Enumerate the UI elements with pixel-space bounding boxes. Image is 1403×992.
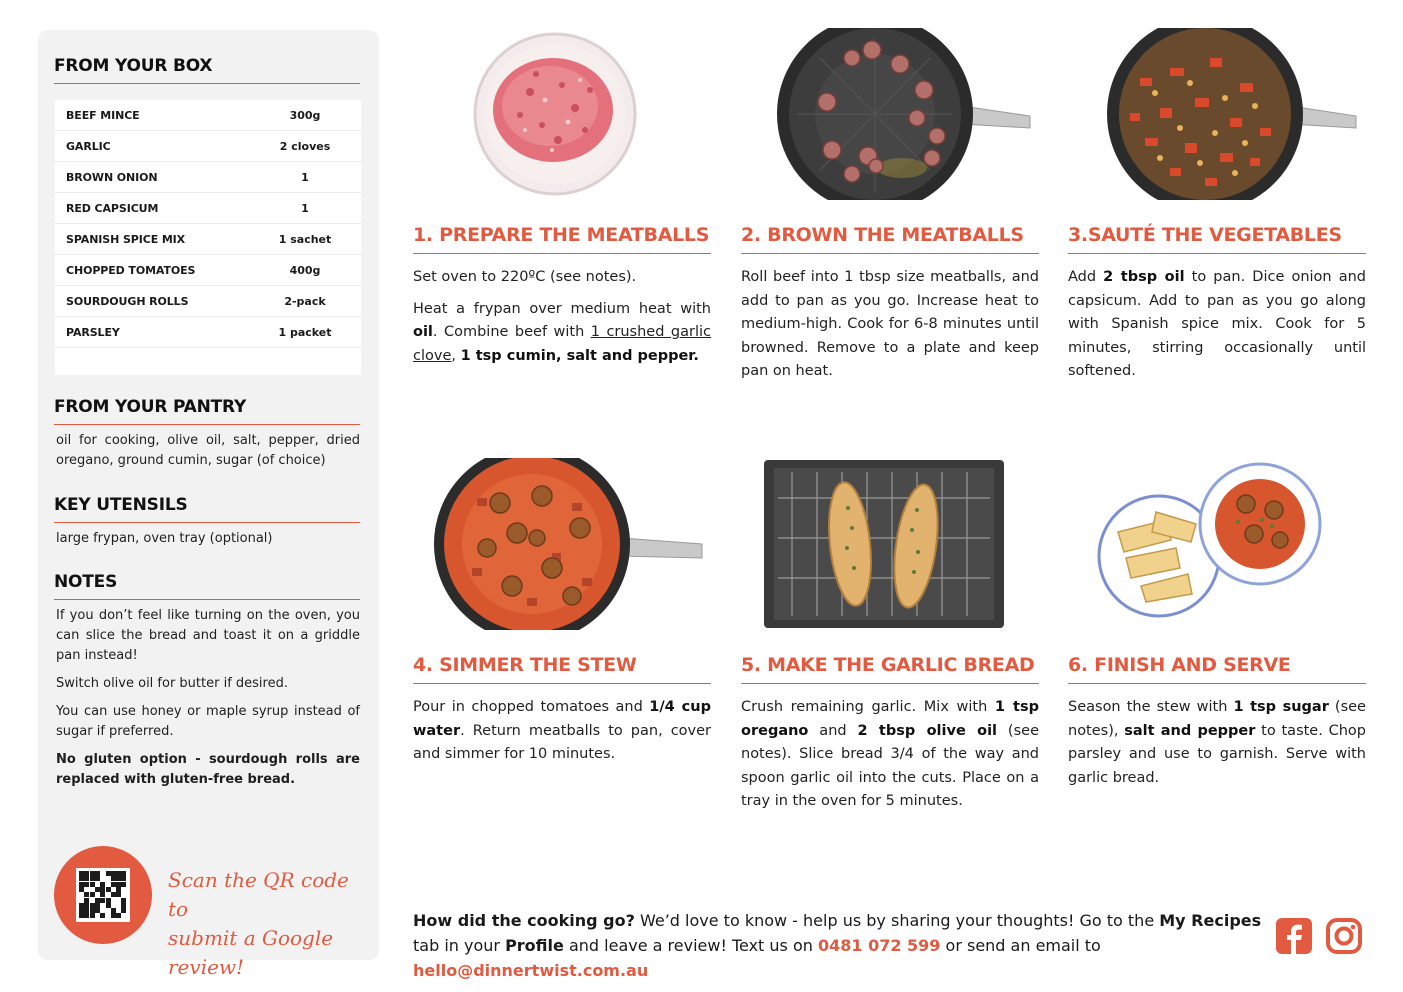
text-segment: ,	[451, 347, 461, 364]
step6-body	[1068, 696, 1366, 798]
step6-title: 6. FINISH AND SERVE	[1068, 654, 1366, 684]
text-segment: Heat a frypan over medium heat with	[413, 300, 711, 317]
ingredient-name: SOURDOUGH ROLLS	[66, 294, 189, 308]
ingredient-row	[55, 100, 361, 131]
instagram-icon[interactable]	[1325, 917, 1363, 955]
qr-caption-line: Scan the QR code to	[168, 868, 349, 921]
step5-photo-garlic-bread-tray	[762, 458, 1006, 630]
ingredient-name: BEEF MINCE	[66, 108, 140, 122]
text-segment: We’d love to know - help us by sharing your thoughts! Go to the	[634, 911, 1160, 930]
ingredient-quantity: 1 sachet	[278, 232, 332, 246]
from-your-box-heading: FROM YOUR BOX	[54, 56, 360, 84]
ingredient-quantity: 2-pack	[284, 294, 326, 308]
text-segment: How did the cooking go?	[413, 911, 635, 930]
pantry-text	[56, 431, 360, 479]
ingredient-quantity: 400g	[289, 263, 321, 277]
ingredient-row	[55, 131, 361, 162]
ingredient-name: RED CAPSICUM	[66, 201, 159, 215]
ingredients-table	[55, 100, 361, 375]
text-segment: salt and pepper	[1124, 722, 1256, 739]
text-segment: 1 tsp oregano	[741, 699, 1039, 739]
step1-title: 1. PREPARE THE MEATBALLS	[413, 224, 711, 254]
ingredient-quantity: 1	[301, 201, 309, 215]
text-segment: 2 tbsp olive oil	[857, 722, 998, 739]
text-segment: 1 crushed garlic clove	[413, 324, 711, 364]
step4-body	[413, 696, 711, 775]
step3-body	[1068, 266, 1366, 392]
text-segment: (see notes),	[1068, 699, 1366, 739]
text-segment: to taste. Chop parsley and use to garnish. Serve with garlic bread.	[1068, 722, 1366, 786]
note-item: If you don’t feel like turning on the oven, you can slice the bread and toast it on a griddle pan instead!	[56, 608, 360, 663]
ingredient-row	[55, 317, 361, 348]
ingredient-name: SPANISH SPICE MIX	[66, 232, 186, 246]
contact-link[interactable]: 0481 072 599	[817, 936, 941, 955]
note-item: You can use honey or maple syrup instead of sugar if preferred.	[56, 704, 360, 739]
key-utensils-heading: KEY UTENSILS	[54, 495, 360, 523]
step5-body	[741, 696, 1039, 822]
sidebar	[38, 30, 379, 979]
ingredient-quantity: 1	[301, 170, 309, 184]
text-segment: and	[808, 722, 858, 739]
step3-photo-vegetables-pan	[1100, 28, 1360, 200]
qr-caption	[168, 866, 368, 982]
step3-title: 3.SAUTÉ THE VEGETABLES	[1068, 224, 1366, 254]
text-segment: . Combine beef with	[432, 324, 591, 340]
notes-text	[56, 606, 360, 798]
ingredient-name: GARLIC	[66, 139, 111, 153]
from-your-pantry-heading: FROM YOUR PANTRY	[54, 397, 360, 425]
step6-photo-served-plates	[1096, 462, 1328, 622]
ingredient-name: CHOPPED TOMATOES	[66, 263, 196, 277]
step2-photo-meatballs-pan	[772, 28, 1032, 200]
text-segment: 1 tsp cumin, salt and pepper.	[460, 347, 699, 364]
step6-paragraph	[1068, 696, 1366, 790]
facebook-icon[interactable]	[1275, 917, 1313, 955]
text-segment: 1/4 cup water	[413, 699, 711, 739]
step1-paragraph: Set oven to 220ºC (see notes).	[413, 269, 637, 285]
step5-title: 5. MAKE THE GARLIC BREAD	[741, 654, 1039, 684]
text-segment: tab in your	[413, 936, 506, 955]
ingredient-name: PARSLEY	[66, 325, 120, 339]
notes-heading: NOTES	[54, 572, 360, 600]
text-segment: Add	[1068, 269, 1104, 285]
qr-caption-line: submit a Google review!	[168, 926, 334, 979]
ingredient-row	[55, 286, 361, 317]
step2-body	[741, 266, 1039, 392]
text-segment: 2 tbsp oil	[1103, 269, 1185, 285]
qr-code-icon[interactable]	[76, 868, 130, 922]
contact-link[interactable]: hello@dinnertwist.com.au	[413, 961, 649, 980]
text-segment: Pour in chopped tomatoes and	[413, 699, 650, 715]
step1-photo-beef-mince	[470, 30, 640, 200]
qr-code-badge[interactable]	[54, 846, 152, 944]
step2-title: 2. BROWN THE MEATBALLS	[741, 224, 1039, 254]
note-item: Switch olive oil for butter if desired.	[56, 676, 288, 691]
text-segment: to pan. Dice onion and capsicum. Add to pan as you go along with Spanish spice mix. Cook for 5 minutes, stirring occasionally until softened.	[1068, 269, 1366, 379]
text-segment: Crush remaining garlic. Mix with	[741, 699, 995, 715]
step2-paragraph: Roll beef into 1 tbsp size meatballs, and add to pan as you go. Increase heat to medium-high. Cook for 6-8 minutes until browned. Remove to a plate and keep pan on heat.	[741, 269, 1039, 379]
text-segment: Profile	[505, 936, 564, 955]
ingredient-row	[55, 193, 361, 224]
text-segment: . Return meatballs to pan, cover and simmer for 10 minutes.	[413, 722, 711, 762]
text-segment: Season the stew with	[1068, 699, 1234, 715]
ingredient-row	[55, 162, 361, 193]
step4-title: 4. SIMMER THE STEW	[413, 654, 711, 684]
text-segment: My Recipes	[1159, 911, 1262, 930]
ingredient-quantity: 1 packet	[278, 325, 332, 339]
step4-photo-stew-pan	[432, 458, 704, 630]
step1-paragraph	[413, 298, 711, 369]
ingredient-quantity: 300g	[289, 108, 321, 122]
step1-body	[413, 266, 711, 376]
ingredient-row	[55, 255, 361, 286]
text-segment: or send an email to	[940, 936, 1101, 955]
text-segment: and leave a review! Text us on	[563, 936, 818, 955]
utensils-text	[56, 529, 360, 557]
step5-paragraph	[741, 696, 1039, 814]
utensils-list: large frypan, oven tray (optional)	[56, 531, 273, 546]
ingredient-row	[55, 224, 361, 255]
text-segment: (see notes). Slice bread 3/4 of the way and spoon garlic oil into the cuts. Place on a tray in the oven for 5 minutes.	[741, 722, 1039, 809]
step4-paragraph	[413, 696, 711, 767]
text-segment: oil	[413, 324, 433, 340]
review-footer	[413, 908, 1263, 983]
ingredient-name: BROWN ONION	[66, 170, 158, 184]
ingredient-quantity: 2 cloves	[279, 139, 331, 153]
step3-paragraph	[1068, 266, 1366, 384]
note-gluten-free: No gluten option - sourdough rolls are replaced with gluten-free bread.	[56, 752, 360, 787]
text-segment: 1 tsp sugar	[1233, 699, 1329, 715]
pantry-list: oil for cooking, olive oil, salt, pepper, dried oregano, ground cumin, sugar (of choice)	[56, 433, 360, 468]
